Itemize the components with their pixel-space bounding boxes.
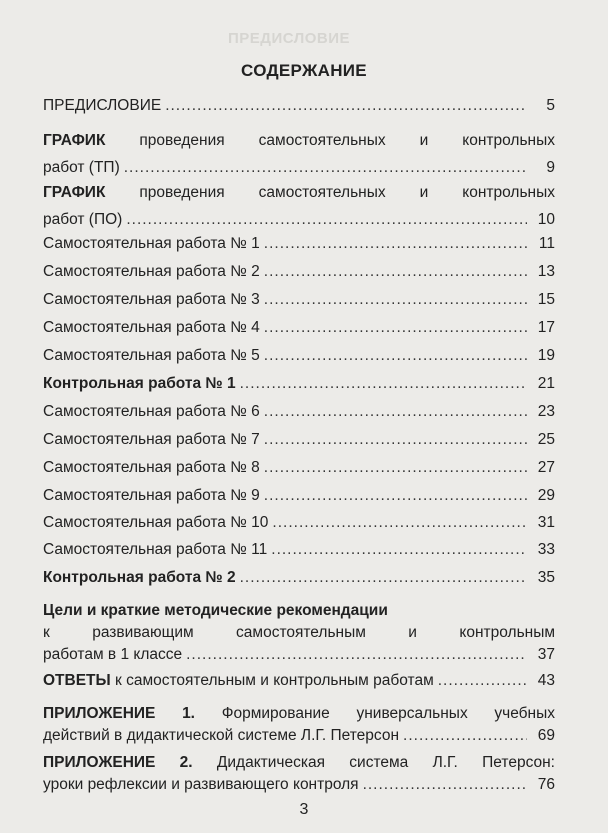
toc-entry-bold: ПРИЛОЖЕНИЕ 1.	[43, 705, 195, 722]
toc-entry-work-5[interactable]	[43, 345, 555, 366]
toc-page-number: 23	[537, 403, 555, 420]
toc-page-number: 15	[537, 291, 555, 308]
toc-entry-text: Формирование универсальных учебных	[195, 705, 555, 722]
toc-entry-text: проведения самостоятельных и контрольных	[105, 184, 555, 201]
toc-page-number: 37	[537, 646, 555, 663]
toc-page-number: 25	[537, 431, 555, 448]
toc-entry-control-2[interactable]	[43, 567, 555, 588]
toc-page-number: 33	[537, 541, 555, 558]
toc-entry-bold: ГРАФИК	[43, 184, 106, 201]
leader-dots	[403, 725, 527, 746]
leader-dots	[240, 373, 527, 394]
toc-entry-label: Самостоятельная работа № 2	[43, 263, 260, 280]
toc-entry-schedule-tp[interactable]	[43, 130, 555, 178]
toc-entry-bold: ПРИЛОЖЕНИЕ 2.	[43, 754, 193, 771]
toc-entry-bold: ОТВЕТЫ	[43, 672, 111, 689]
toc-page-number: 21	[537, 375, 555, 392]
toc-page-number: 17	[537, 319, 555, 336]
toc-entry-label: Контрольная работа № 1	[43, 375, 236, 392]
toc-entry-schedule-po[interactable]	[43, 182, 555, 230]
toc-entry-label: Самостоятельная работа № 7	[43, 431, 260, 448]
toc-entry-work-3[interactable]	[43, 289, 555, 310]
toc-entry-work-8[interactable]	[43, 457, 555, 478]
leader-dots	[240, 567, 527, 588]
toc-page-number: 9	[546, 159, 555, 176]
bleed-through-heading: ПРЕДИСЛОВИЕ	[228, 30, 351, 47]
toc-page-number: 69	[537, 727, 555, 744]
toc-page-number: 11	[538, 235, 555, 252]
leader-dots	[264, 289, 527, 310]
page-number: 3	[299, 801, 309, 818]
toc-entry-text: проведения самостоятельных и контрольных	[105, 132, 555, 149]
leader-dots	[264, 429, 527, 450]
leader-dots	[126, 209, 527, 230]
toc-page-number: 43	[537, 672, 555, 689]
toc-entry-label: Самостоятельная работа № 4	[43, 319, 260, 336]
toc-entry-preface[interactable]	[43, 95, 555, 116]
leader-dots	[271, 539, 527, 560]
toc-entry-work-6[interactable]	[43, 401, 555, 422]
toc-entry-control-1[interactable]	[43, 373, 555, 394]
leader-dots	[264, 401, 527, 422]
toc-entry-label: Самостоятельная работа № 9	[43, 487, 260, 504]
toc-entry-label: Самостоятельная работа № 10	[43, 514, 269, 531]
leader-dots	[264, 457, 527, 478]
toc-entry-label: Самостоятельная работа № 5	[43, 347, 260, 364]
toc-entry-text: работам в 1 классе	[43, 646, 183, 663]
toc-page-number: 31	[537, 514, 555, 531]
leader-dots	[264, 233, 527, 254]
toc-entry-label: Самостоятельная работа № 6	[43, 403, 260, 420]
leader-dots	[264, 261, 527, 282]
toc-entry-work-11[interactable]	[43, 539, 555, 560]
toc-page-number: 19	[537, 347, 555, 364]
toc-entry-work-7[interactable]	[43, 429, 555, 450]
leader-dots	[165, 95, 527, 116]
page-title: СОДЕРЖАНИЕ	[241, 61, 367, 80]
toc-entry-label: Самостоятельная работа № 8	[43, 459, 260, 476]
toc-entry-text: работ (ТП)	[43, 159, 120, 176]
leader-dots	[186, 644, 527, 665]
leader-dots	[124, 157, 527, 178]
toc-entry-text: действий в дидактической системе Л.Г. Петерсон	[43, 727, 400, 744]
toc-entry-text: работ (ПО)	[43, 211, 123, 228]
leader-dots	[438, 670, 527, 691]
toc-entry-label: Самостоятельная работа № 1	[43, 235, 260, 252]
toc-entry-bold: Цели и краткие методические рекомендации	[43, 602, 388, 619]
toc-entry-bold: ГРАФИК	[43, 132, 106, 149]
leader-dots	[272, 512, 527, 533]
toc-page-number: 5	[546, 97, 555, 114]
toc-entry-label: Контрольная работа № 2	[43, 569, 236, 586]
toc-entry-goals[interactable]	[43, 600, 555, 665]
toc-entry-text: к развивающим самостоятельным и контрольным	[43, 624, 555, 641]
leader-dots	[264, 317, 527, 338]
toc-page-number: 35	[537, 569, 555, 586]
toc-entry-label: Самостоятельная работа № 3	[43, 291, 260, 308]
toc-page-number: 29	[537, 487, 555, 504]
toc-page-number: 13	[537, 263, 555, 280]
toc-page-number: 10	[537, 211, 555, 228]
toc-entry-label: ПРЕДИСЛОВИЕ	[43, 97, 162, 114]
leader-dots	[363, 774, 527, 795]
toc-entry-work-2[interactable]	[43, 261, 555, 282]
toc-entry-appendix-1[interactable]	[43, 703, 555, 746]
toc-entry-text: уроки рефлексии и развивающего контроля	[43, 776, 359, 793]
leader-dots	[264, 345, 527, 366]
toc-entry-label: Самостоятельная работа № 11	[43, 541, 268, 558]
toc-entry-work-10[interactable]	[43, 512, 555, 533]
toc-page-number: 76	[537, 776, 555, 793]
toc-entry-work-1[interactable]	[43, 233, 555, 254]
toc-entry-appendix-2[interactable]	[43, 752, 555, 795]
toc-entry-work-9[interactable]	[43, 485, 555, 506]
toc-entry-text: Дидактическая система Л.Г. Петерсон:	[192, 754, 555, 771]
toc-entry-work-4[interactable]	[43, 317, 555, 338]
toc-entry-text: к самостоятельным и контрольным работам	[110, 672, 434, 689]
leader-dots	[264, 485, 527, 506]
toc-page-number: 27	[537, 459, 555, 476]
toc-entry-answers[interactable]	[43, 670, 555, 691]
